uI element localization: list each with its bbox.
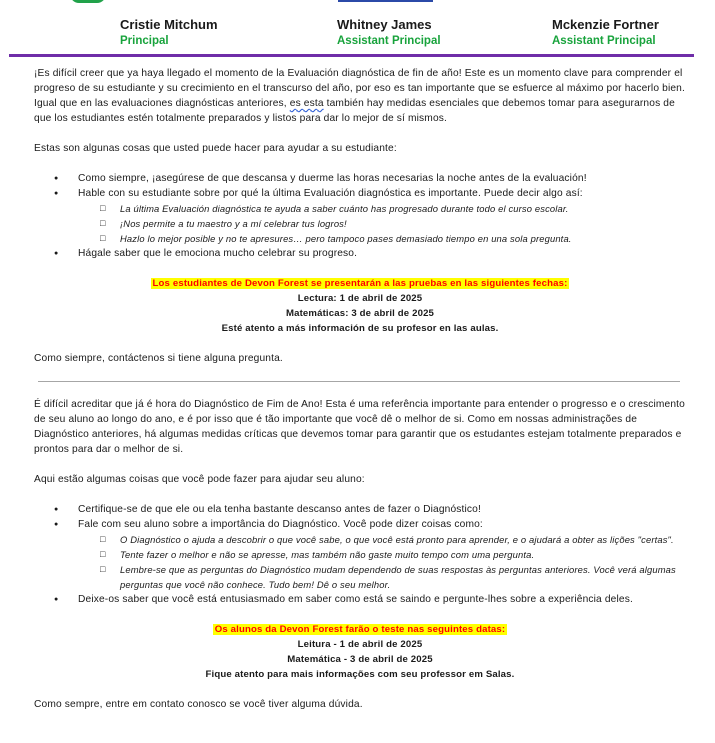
sub-list-item: □ Tente fazer o melhor e não se apresse, mas também não gaste muito tempo com uma pergunta. bbox=[78, 547, 686, 562]
portuguese-sub-list bbox=[78, 532, 686, 592]
staff-name: Whitney James bbox=[337, 17, 432, 32]
spanish-intro-part-a: ¡Es difícil creer que ya haya llegado el momento de la Evaluación diagnóstica de fin de año! Este es un momento clave para comprender el progreso de su estudiante y su crecimiento en el transcurso del año, por eso es tan importante que se esfuerce al máximo por hacerlo bien. Igual que en las evaluaciones diagnósticas anteriores, bbox=[34, 68, 685, 109]
date-reading: Lectura: 1 de abril de 2025 bbox=[297, 293, 423, 304]
list-item bbox=[34, 517, 686, 592]
spanish-intro-part-b: también hay medidas esenciales que debemos tomar para asegurarnos de que los estudiantes estén totalmente preparados y listos para dar lo mejor de sí mismos. bbox=[34, 98, 675, 124]
spanish-tips-list bbox=[34, 171, 686, 261]
staff-role: Principal bbox=[120, 35, 169, 47]
staff-name: Cristie Mitchum bbox=[120, 17, 218, 32]
staff-role: Assistant Principal bbox=[337, 35, 441, 47]
letter-body bbox=[34, 66, 686, 712]
list-item: ● Deixe-os saber que você está entusiasmado em saber como está se saindo e pergunte-lhes sobre a experiência deles. bbox=[34, 592, 686, 607]
date-math: Matemáticas: 3 de abril de 2025 bbox=[285, 308, 435, 319]
list-item bbox=[34, 186, 686, 246]
logo-fragment-green bbox=[70, 0, 106, 3]
staff-principal bbox=[120, 16, 218, 49]
staff-assistant-principal-1 bbox=[337, 16, 441, 49]
sub-list-item: □ ¡Nos permite a tu maestro y a mí celebrar tus logros! bbox=[78, 216, 686, 231]
portuguese-closing: Como sempre, entre em contato conosco se você tiver alguma dúvida. bbox=[34, 699, 363, 710]
spanish-intro bbox=[34, 66, 686, 126]
sub-list-item: □ Lembre-se que as perguntas do Diagnóstico mudam dependendo de suas respostas às perguntas anteriores. Você verá algumas perguntas que você não conhece. Tudo bem! Dê o seu melhor. bbox=[78, 562, 686, 592]
staff-role: Assistant Principal bbox=[552, 35, 656, 47]
header-decoration bbox=[0, 0, 715, 6]
list-item-text: Hable con su estudiante sobre por qué la última Evaluación diagnóstica es importante. Puede decir algo así: bbox=[78, 188, 583, 199]
dates-note: Fique atento para mais informações com seu professor em Salas. bbox=[205, 669, 515, 680]
spanish-closing: Como siempre, contáctenos si tiene alguna pregunta. bbox=[34, 353, 283, 364]
dates-heading: Los estudiantes de Devon Forest se presentarán a las pruebas en las siguientes fechas: bbox=[152, 278, 568, 289]
staff-assistant-principal-2 bbox=[552, 16, 659, 49]
staff-header bbox=[0, 16, 715, 56]
spelling-flag[interactable]: es esta bbox=[289, 98, 324, 109]
sub-list-item: □ O Diagnóstico o ajuda a descobrir o que você sabe, o que você está pronto para aprender, e o ajudará a obter as lições "certas". bbox=[78, 532, 686, 547]
portuguese-test-dates bbox=[34, 622, 686, 682]
portuguese-section bbox=[34, 397, 686, 712]
dates-note: Esté atento a más información de su profesor en las aulas. bbox=[221, 323, 499, 334]
list-item-text: Fale com seu aluno sobre a importância do Diagnóstico. Você pode dizer coisas como: bbox=[78, 519, 483, 530]
spanish-lead: Estas son algunas cosas que usted puede hacer para ayudar a su estudiante: bbox=[34, 143, 397, 154]
list-item: ● Como siempre, ¡asegúrese de que descansa y duerme las horas necesarias la noche antes de la evaluación! bbox=[34, 171, 686, 186]
spanish-section bbox=[34, 66, 686, 366]
logo-fragment-blue bbox=[338, 0, 433, 2]
list-item: ● Certifique-se de que ele ou ela tenha bastante descanso antes de fazer o Diagnóstico! bbox=[34, 502, 686, 517]
date-reading: Leitura - 1 de abril de 2025 bbox=[297, 639, 423, 650]
portuguese-lead: Aqui estão algumas coisas que você pode fazer para ajudar seu aluno: bbox=[34, 474, 365, 485]
portuguese-tips-list bbox=[34, 502, 686, 607]
dates-heading: Os alunos da Devon Forest farão o teste nas seguintes datas: bbox=[214, 624, 506, 635]
sub-list-item: □ La última Evaluación diagnóstica te ayuda a saber cuánto has progresado durante todo el curso escolar. bbox=[78, 201, 686, 216]
portuguese-intro: É difícil acreditar que já é hora do Diagnóstico de Fim de Ano! Esta é uma referência importante para entender o progresso e o crescimento de seu aluno ao longo do ano, e é por isso que é tão importante que você dê o melhor de si. Como em nossas administrações de Diagnóstico anteriores, há algumas medidas críticas que devemos tomar para garantir que os estudantes estejam totalmente preparados e prontos para dar o melhor de si. bbox=[34, 399, 685, 455]
section-divider bbox=[38, 381, 680, 382]
staff-name: Mckenzie Fortner bbox=[552, 17, 659, 32]
header-divider bbox=[9, 54, 694, 57]
date-math: Matemática - 3 de abril de 2025 bbox=[287, 654, 433, 665]
list-item: ● Hágale saber que le emociona mucho celebrar su progreso. bbox=[34, 246, 686, 261]
spanish-sub-list bbox=[78, 201, 686, 246]
spanish-test-dates bbox=[34, 276, 686, 336]
sub-list-item: □ Hazlo lo mejor posible y no te apresures… pero tampoco pases demasiado tiempo en una sola pregunta. bbox=[78, 231, 686, 246]
